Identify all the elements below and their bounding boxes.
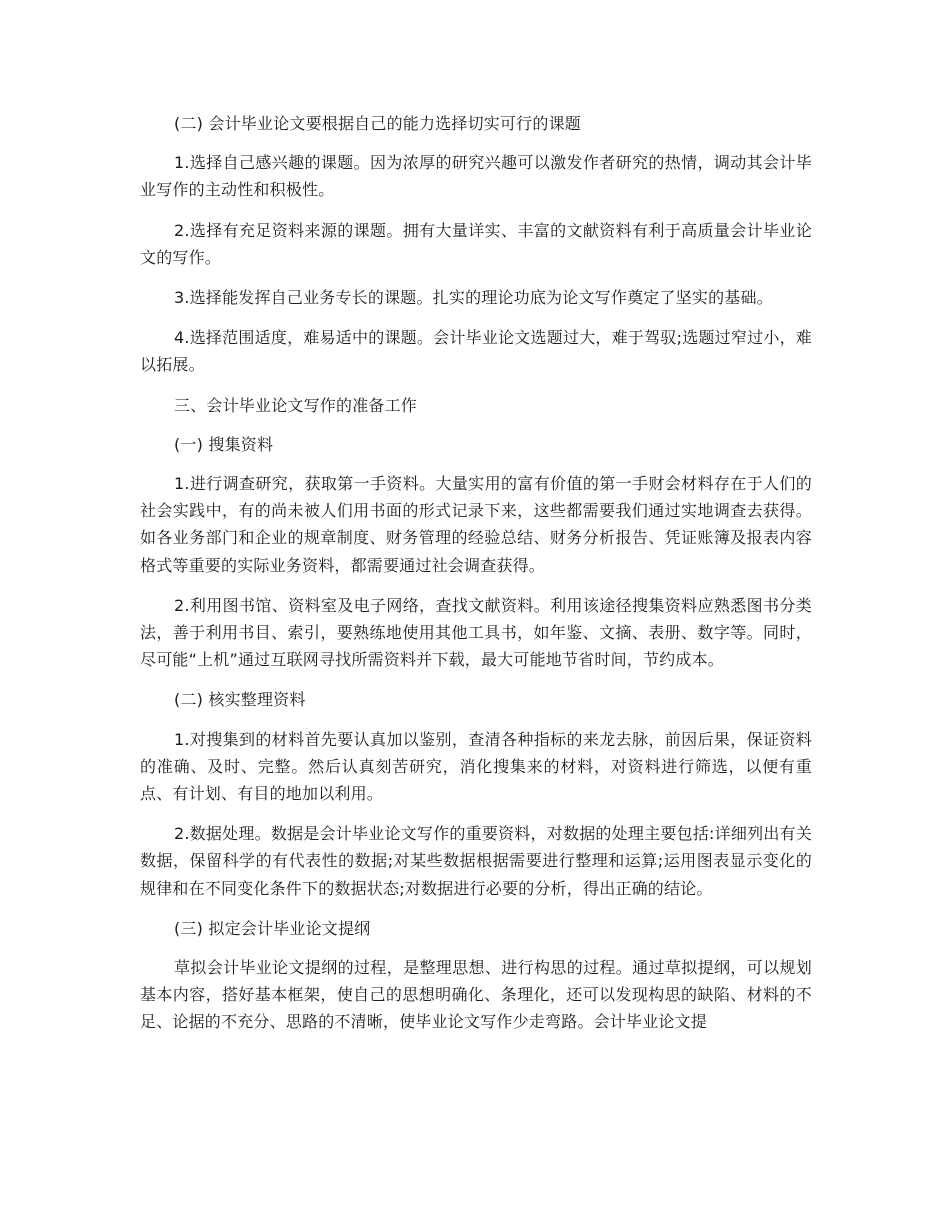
paragraph-data-processing: 2.数据处理。数据是会计毕业论文写作的重要资料，对数据的处理主要包括:详细列出有关数据，保留科学的有代表性的数据;对某些数据根据需要进行整理和运算;运用图表显示变化的规律和在不同变化条件下的数据状态;对数据进行必要的分析，得出正确的结论。 — [140, 824, 812, 898]
subsection-heading-collect-materials: (一) 搜集资料 — [174, 434, 274, 454]
paragraph-sufficient-sources: 2.选择有充足资料来源的课题。拥有大量详实、丰富的文献资料有利于高质量会计毕业论文的写作。 — [140, 220, 812, 267]
paragraph-draft-outline: 草拟会计毕业论文提纲的过程，是整理思想、进行构思的过程。通过草拟提纲，可以规划基本内容，搭好基本框架，使自己的思想明确化、条理化，还可以发现构思的缺陷、材料的不足、论据的不充分、思路的不清晰，使毕业论文写作少走弯路。会计毕业论文提 — [140, 958, 812, 1032]
paragraph-field-research: 1.进行调查研究，获取第一手资料。大量实用的富有价值的第一手财会材料存在于人们的社会实践中，有的尚未被人们用书面的形式记录下来，这些都需要我们通过实地调查去获得。如各业务部门和企业的规章制度、财务管理的经验总结、财务分析报告、凭证账簿及报表内容格式等重要的实际业务资料，都需要通过社会调查获得。 — [140, 474, 812, 575]
subsection-heading-outline: (三) 拟定会计毕业论文提纲 — [174, 918, 371, 938]
paragraph-professional-strength: 3.选择能发挥自己业务专长的课题。扎实的理论功底为论文写作奠定了坚实的基础。 — [174, 288, 773, 308]
paragraph-library-resources: 2.利用图书馆、资料室及电子网络，查找文献资料。利用该途径搜集资料应熟悉图书分类法，善于利用书目、索引，要熟练地使用其他工具书，如年鉴、文摘、表册、数字等。同时，尽可能“上机”通过互联网寻找所需资料并下载，最大可能地节省时间，节约成本。 — [140, 595, 812, 670]
paragraph-interest-topic: 1.选择自己感兴趣的课题。因为浓厚的研究兴趣可以激发作者研究的热情，调动其会计毕业写作的主动性和积极性。 — [140, 153, 812, 200]
section-heading-preparation: 三、会计毕业论文写作的准备工作 — [174, 395, 418, 415]
subsection-heading-verify-materials: (二) 核实整理资料 — [174, 690, 306, 710]
paragraph-identify-materials: 1.对搜集到的材料首先要认真加以鉴别，查清各种指标的来龙去脉，前因后果，保证资料的准确、及时、完整。然后认真刻苦研究，消化搜集来的材料，对资料进行筛选，以便有重点、有计划、有目的地加以利用。 — [140, 729, 812, 804]
section-heading-topic-selection: (二) 会计毕业论文要根据自己的能力选择切实可行的课题 — [174, 114, 581, 133]
document-page — [140, 110, 812, 1049]
paragraph-appropriate-scope: 4.选择范围适度，难易适中的课题。会计毕业论文选题过大，难于驾驭;选题过窄过小，难以拓展。 — [140, 328, 812, 375]
